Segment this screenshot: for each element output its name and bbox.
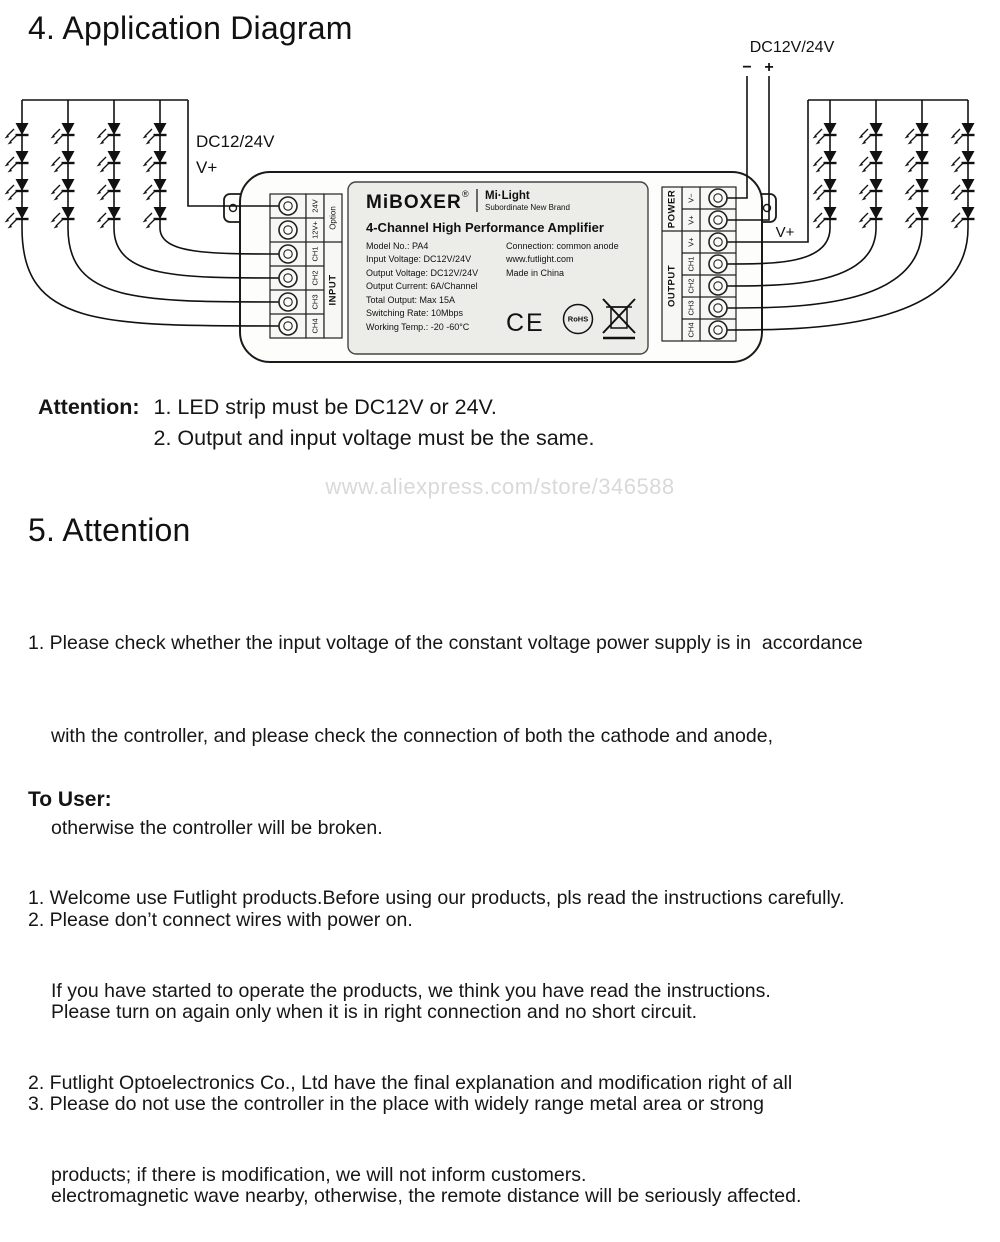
amplifier-device <box>224 172 776 362</box>
led-array-left <box>5 123 167 229</box>
attention-note-line: 1. LED strip must be DC12V or 24V. <box>153 395 497 419</box>
led-icon <box>905 123 929 145</box>
terminal-label: V− <box>686 193 696 203</box>
subbrand: Mi·Light <box>485 190 530 202</box>
terminal-label: CH3 <box>310 294 320 310</box>
list-line: If you have started to operate the products, we think you have read the instructions. <box>51 979 771 1002</box>
list-line: 1. Welcome use Futlight products.Before using our products, pls read the instructions carefully. <box>28 887 845 910</box>
ce-mark-icon: CE <box>506 309 545 337</box>
input-feed-label-line1: DC12/24V <box>196 132 275 151</box>
section-label-output: OUTPUT <box>666 264 678 308</box>
led-icon <box>97 123 121 145</box>
led-icon <box>5 207 29 229</box>
list-line: Please turn on again only when it is in right connection and no short circuit. <box>51 1000 698 1023</box>
supply-plus-label: + <box>764 59 774 76</box>
led-icon <box>905 207 929 229</box>
section-label-power: POWER <box>666 189 678 229</box>
led-icon <box>813 179 837 201</box>
terminal-label: CH4 <box>686 322 696 338</box>
spec-line: Input Voltage: DC12V/24V <box>366 254 472 264</box>
led-array-right <box>813 123 975 229</box>
spec-line: www.futlight.com <box>506 254 574 264</box>
section-label-option: Option <box>328 206 338 230</box>
attention-note-lines <box>154 392 595 454</box>
led-icon <box>951 207 975 229</box>
svg-text:RoHS: RoHS <box>567 314 589 324</box>
led-icon <box>859 207 883 229</box>
registered-mark: ® <box>462 189 469 199</box>
list-line: otherwise the controller will be broken. <box>51 816 383 839</box>
led-icon <box>143 179 167 201</box>
terminal-label: 12V+ <box>310 221 320 239</box>
attention-note-label: Attention: <box>38 395 140 419</box>
led-icon <box>813 151 837 173</box>
input-feed-label-line2: V+ <box>196 158 218 177</box>
list-line: 2. Please don’t connect wires with power on. <box>28 908 413 931</box>
led-icon <box>951 179 975 201</box>
led-icon <box>51 207 75 229</box>
application-diagram <box>0 0 1000 380</box>
list-line: 2. Futlight Optoelectronics Co., Ltd have the final explanation and modification right of all <box>28 1071 793 1094</box>
led-icon <box>859 151 883 173</box>
terminal-label: V+ <box>686 237 696 247</box>
attention-note <box>38 392 595 454</box>
spec-line: Switching Rate: 10Mbps <box>366 308 464 318</box>
led-icon <box>813 207 837 229</box>
terminal-label: CH1 <box>310 246 320 262</box>
list-line: with the controller, and please check the connection of both the cathode and anode, <box>51 724 774 747</box>
list-line: 3. Please do not use the controller in the place with widely range metal area or strong <box>28 1092 765 1115</box>
spec-line: Model No.: PA4 <box>366 241 429 251</box>
supply-voltage-label: DC12V/24V <box>749 39 835 56</box>
led-icon <box>51 151 75 173</box>
list-line: electromagnetic wave nearby, otherwise, the remote distance will be seriously affected. <box>51 1185 802 1208</box>
led-icon <box>905 151 929 173</box>
terminal-label: 24V <box>310 199 320 213</box>
led-icon <box>951 123 975 145</box>
led-icon <box>143 123 167 145</box>
supply-minus-label: − <box>742 59 752 76</box>
spec-line: Made in China <box>506 268 565 278</box>
list-line: products; if there is modification, we will not inform customers. <box>51 1163 587 1186</box>
led-icon <box>97 179 121 201</box>
spec-line: Output Voltage: DC12V/24V <box>366 268 479 278</box>
watermark: www.aliexpress.com/store/346588 <box>325 474 675 499</box>
attention-note-line: 2. Output and input voltage must be the same. <box>153 426 595 450</box>
led-icon <box>143 207 167 229</box>
led-icon <box>51 123 75 145</box>
section-label-input: INPUT <box>327 274 339 306</box>
terminal-label: V+ <box>686 215 696 225</box>
terminal-label: CH3 <box>686 300 696 316</box>
product-title: 4-Channel High Performance Amplifier <box>366 220 604 235</box>
to-user-list <box>28 822 998 1221</box>
led-icon <box>5 179 29 201</box>
section5-title: 5. Attention <box>28 512 191 548</box>
terminal-label: CH2 <box>686 278 696 294</box>
to-user-heading: To User: <box>28 788 112 811</box>
brand-logo: MiBOXER <box>366 192 462 213</box>
led-icon <box>813 123 837 145</box>
terminal-label: CH2 <box>310 270 320 286</box>
led-icon <box>951 151 975 173</box>
led-icon <box>859 179 883 201</box>
terminal-label: CH4 <box>310 318 320 334</box>
led-icon <box>859 123 883 145</box>
led-icon <box>51 179 75 201</box>
spec-line: Output Current: 6A/Channel <box>366 281 478 291</box>
section4-title: 4. Application Diagram <box>28 10 353 46</box>
subbrand-tagline: Subordinate New Brand <box>485 203 570 212</box>
spec-line: Total Output: Max 15A <box>366 295 456 305</box>
led-icon <box>97 207 121 229</box>
led-icon <box>905 179 929 201</box>
list-line: 1. Please check whether the input voltage of the constant voltage power supply is in accordance <box>28 632 863 655</box>
terminal-label: CH1 <box>686 256 696 272</box>
spec-line: Connection: common anode <box>506 241 619 251</box>
led-icon <box>5 151 29 173</box>
led-icon <box>143 151 167 173</box>
output-vplus-label: V+ <box>775 224 795 241</box>
led-icon <box>97 151 121 173</box>
led-icon <box>5 123 29 145</box>
spec-line: Working Temp.: -20 -60°C <box>366 322 470 332</box>
